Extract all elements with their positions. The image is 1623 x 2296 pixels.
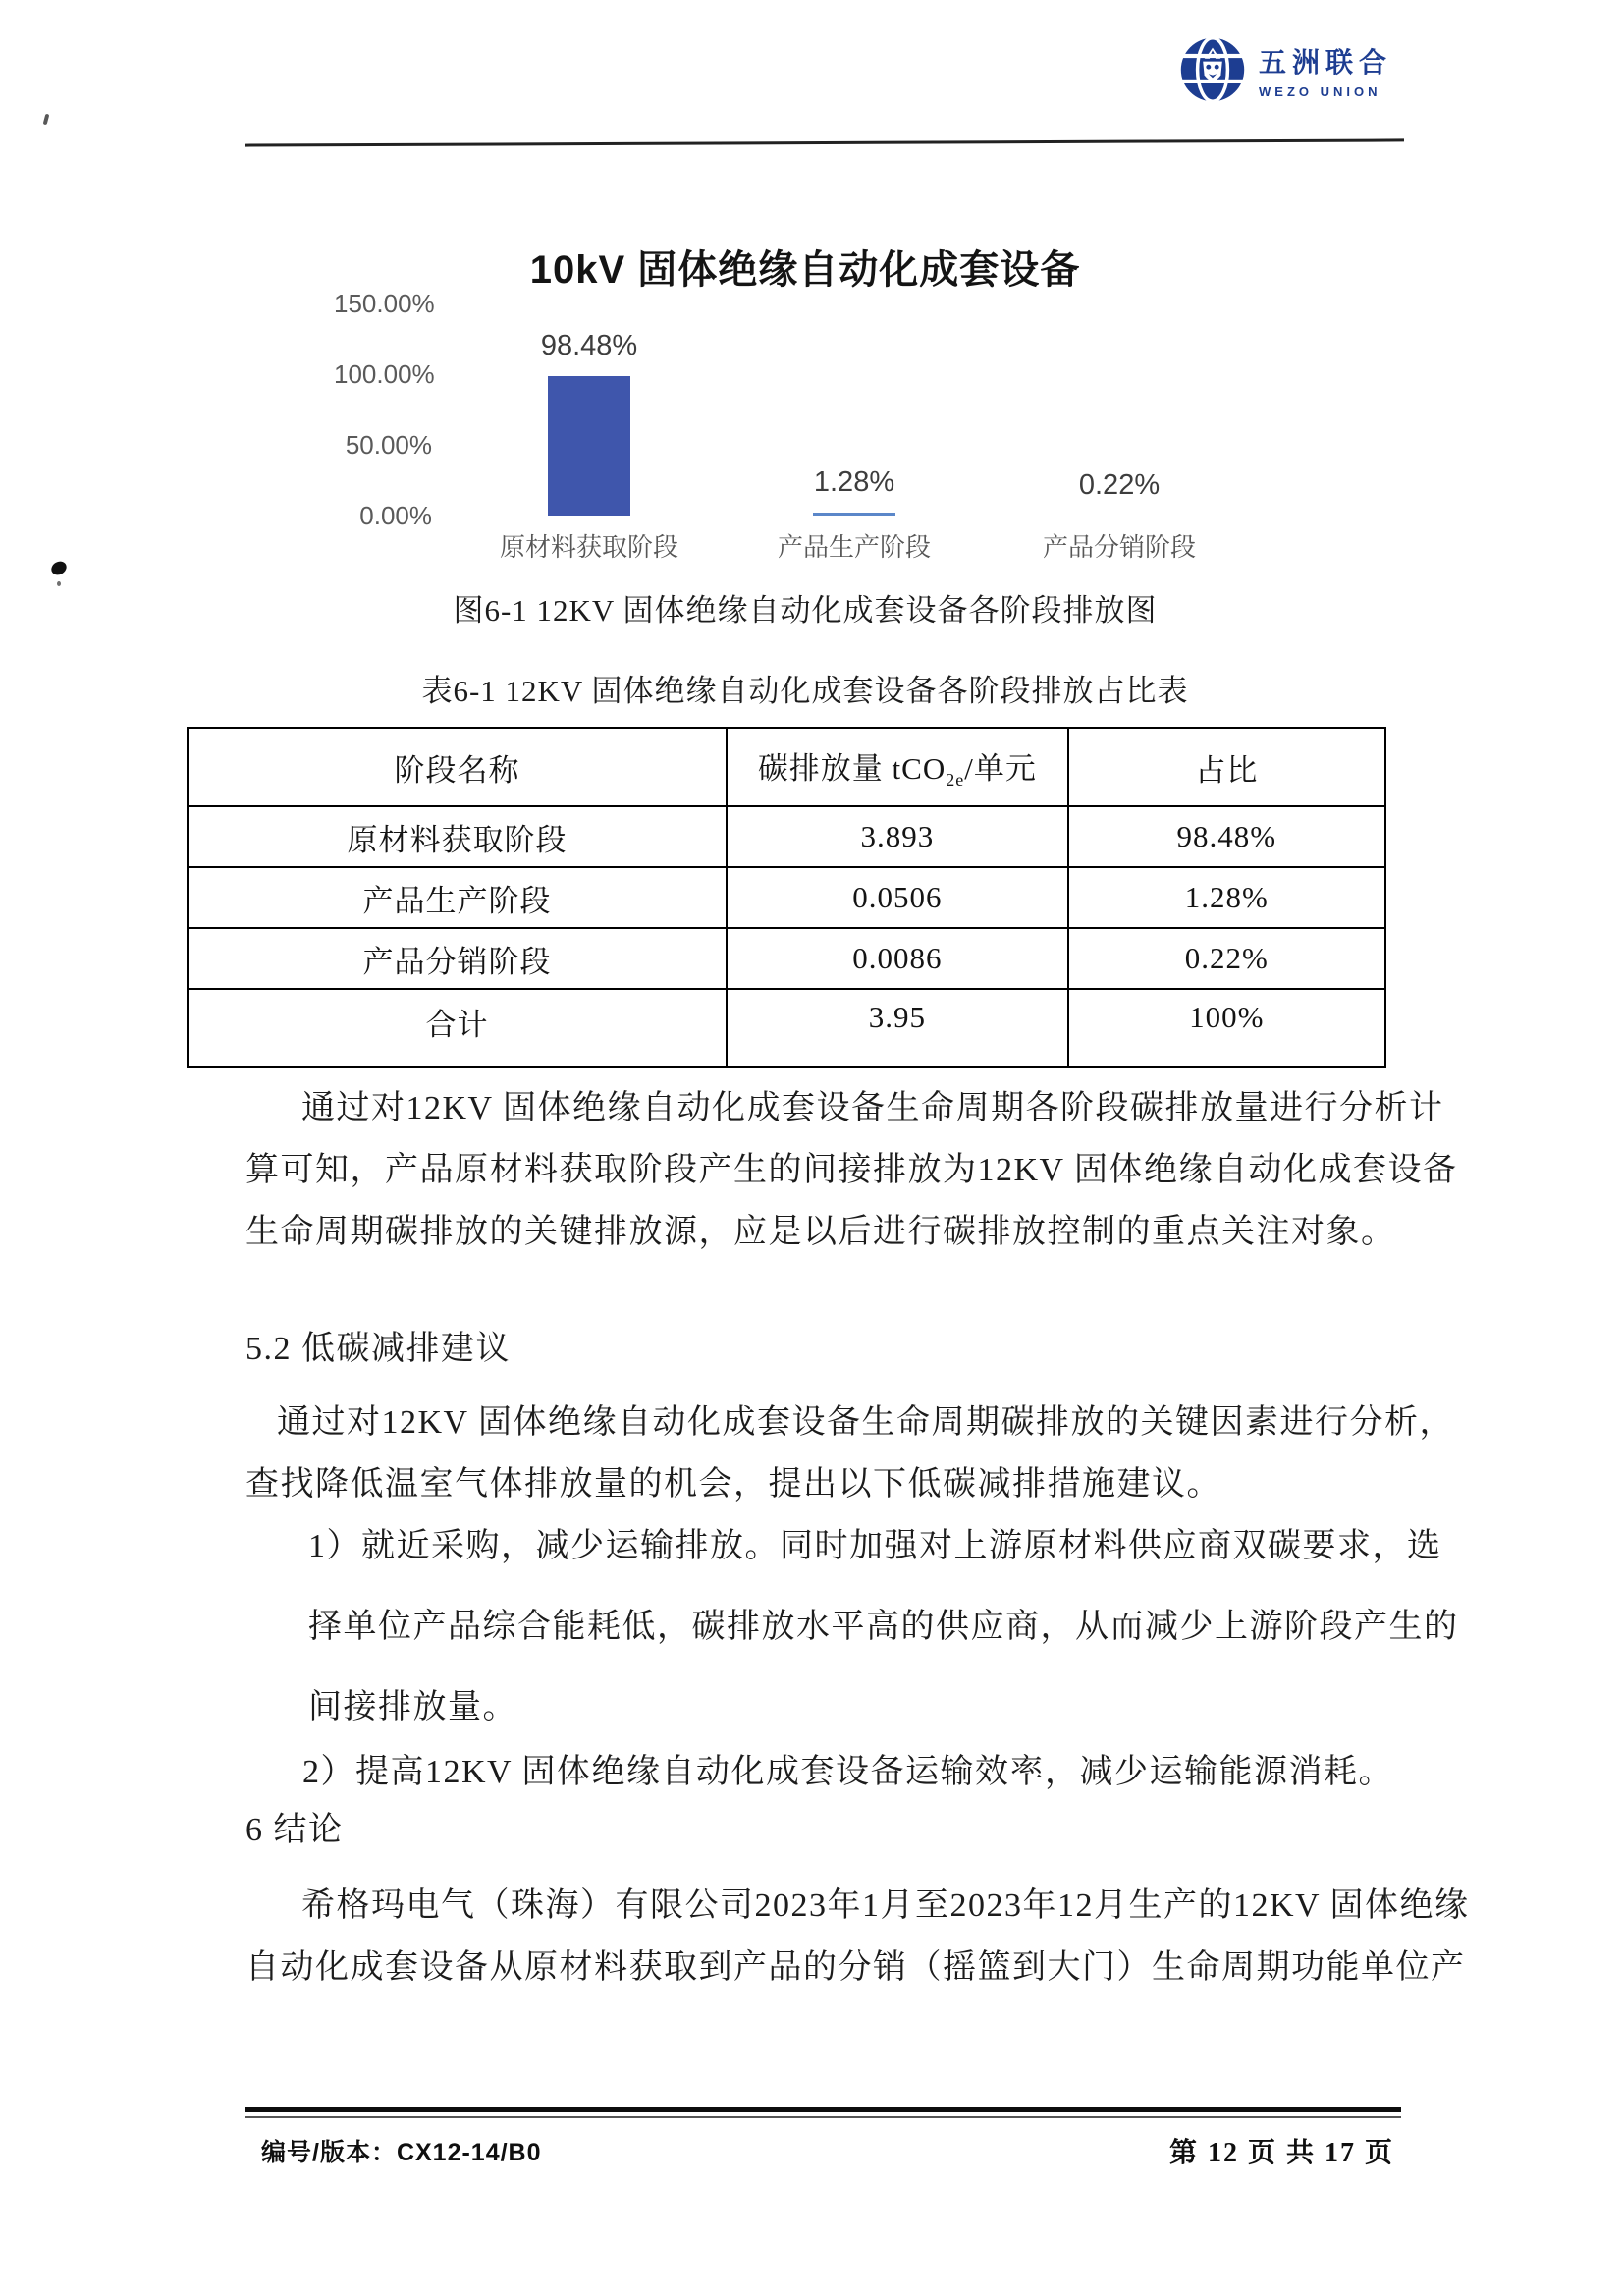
table-header-row	[188, 728, 1385, 806]
ink-speck	[43, 114, 50, 126]
cell-share: 1.28%	[1068, 867, 1385, 928]
ink-speck	[57, 581, 61, 586]
cell-emission: 0.0506	[727, 867, 1068, 928]
list-item-line: 2）提高12KV 固体绝缘自动化成套设备运输效率，减少运输能源消耗。	[302, 1754, 1393, 1790]
table-caption: 表6-1 12KV 固体绝缘自动化成套设备各阶段排放占比表	[421, 674, 1189, 708]
data-label: 1.28%	[813, 466, 895, 498]
cell-share: 100%	[1068, 989, 1385, 1067]
logo-name-en: WEZO UNION	[1259, 83, 1381, 99]
y-axis-tick: 100.00%	[334, 359, 435, 389]
chart-column-raw-material	[471, 303, 707, 562]
table-row	[188, 806, 1385, 867]
cell-stage: 产品分销阶段	[188, 928, 727, 989]
list-item-line: 1）就近采购，减少运输排放。同时加强对上游原材料供应商双碳要求，选	[308, 1528, 1442, 1564]
logo-name-cn: 五洲联合	[1259, 46, 1393, 78]
cell-share: 0.22%	[1068, 928, 1385, 989]
cell-emission: 3.893	[727, 806, 1068, 867]
paragraph-line: 算可知，产品原材料获取阶段产生的间接排放为12KV 固体绝缘自动化成套设备	[245, 1152, 1458, 1188]
data-label: 0.22%	[1078, 469, 1161, 501]
chart-column-production	[736, 303, 972, 562]
doc-number: 编号/版本：CX12-14/B0	[261, 2139, 542, 2166]
cell-emission: 0.0086	[727, 928, 1068, 989]
header-share: 占比	[1068, 728, 1385, 806]
bar-raw-material	[548, 376, 630, 516]
data-label: 98.48%	[540, 330, 638, 361]
chart-column-distribution	[1001, 303, 1237, 562]
header-rule	[245, 138, 1404, 146]
paragraph-line: 希格玛电气（珠海）有限公司2023年1月至2023年12月生产的12KV 固体绝缘	[301, 1887, 1470, 1924]
paragraph-line: 通过对12KV 固体绝缘自动化成套设备生命周期碳排放的关键因素进行分析，	[277, 1404, 1454, 1441]
cell-share: 98.48%	[1068, 806, 1385, 867]
cell-stage: 合计	[188, 989, 727, 1067]
section-heading-5-2: 5.2 低碳减排建议	[245, 1331, 511, 1367]
company-logo	[1178, 35, 1392, 104]
paragraph-line: 通过对12KV 固体绝缘自动化成套设备生命周期各阶段碳排放量进行分析计	[301, 1090, 1444, 1126]
table-row-total	[188, 989, 1385, 1067]
cell-stage: 原材料获取阶段	[188, 806, 727, 867]
paragraph-line: 查找降低温室气体排放量的机会，提出以下低碳减排措施建议。	[245, 1466, 1221, 1503]
y-axis-tick: 150.00%	[334, 289, 435, 318]
header-stage: 阶段名称	[188, 728, 727, 806]
page-number: 第 12 页 共 17 页	[1168, 2138, 1394, 2168]
list-item-line: 择单位产品综合能耗低，碳排放水平高的供应商，从而减少上游阶段产生的	[308, 1609, 1459, 1645]
table-row	[188, 928, 1385, 989]
paragraph-line: 自动化成套设备从原材料获取到产品的分销（摇篮到大门）生命周期功能单位产	[245, 1949, 1466, 1986]
figure-caption: 图6-1 12KV 固体绝缘自动化成套设备各阶段排放图	[453, 593, 1158, 628]
header-emission: 碳排放量 tCO$_{2e}$/单元	[727, 728, 1068, 806]
y-axis-tick: 50.00%	[345, 430, 432, 460]
paragraph-line: 生命周期碳排放的关键排放源，应是以后进行碳排放控制的重点关注对象。	[245, 1214, 1396, 1250]
logo-text	[1259, 41, 1392, 99]
y-axis-tick: 0.00%	[359, 501, 432, 530]
footer-rule	[245, 2107, 1401, 2112]
cell-emission: 3.95	[727, 989, 1068, 1067]
chart-title: 10kV 固体绝缘自动化成套设备	[529, 248, 1081, 292]
ink-speck	[49, 559, 69, 577]
globe-lion-icon	[1178, 35, 1247, 104]
x-axis-label: 原材料获取阶段	[499, 532, 678, 562]
x-axis-label: 产品生产阶段	[777, 532, 931, 562]
emissions-bar-chart	[334, 280, 1335, 574]
table-row	[188, 867, 1385, 928]
footer-rule-thin	[245, 2116, 1401, 2118]
section-heading-6: 6 结论	[245, 1812, 344, 1848]
emission-stage-table	[187, 727, 1386, 1068]
cell-stage: 产品生产阶段	[188, 867, 727, 928]
x-axis-label: 产品分销阶段	[1042, 532, 1196, 562]
list-item-line: 间接排放量。	[308, 1689, 517, 1725]
bar-production	[813, 513, 895, 516]
